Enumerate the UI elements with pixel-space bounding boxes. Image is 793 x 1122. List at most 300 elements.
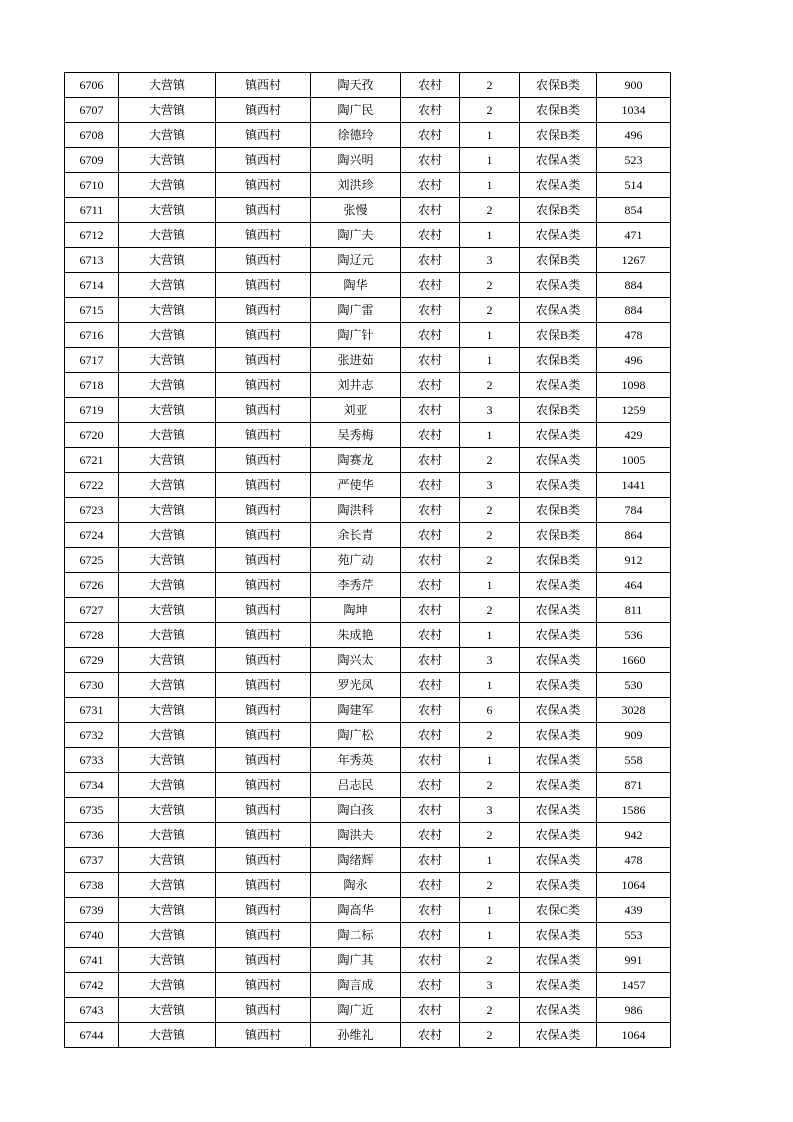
cell-person_name: 陶辽元 [311,248,401,273]
cell-id: 6710 [65,173,119,198]
cell-id: 6706 [65,73,119,98]
cell-insurance_category: 农保C类 [520,898,597,923]
cell-insurance_category: 农保B类 [520,523,597,548]
cell-village: 镇西村 [216,673,311,698]
cell-household_count: 3 [460,473,520,498]
cell-person_name: 陶兴太 [311,648,401,673]
cell-person_name: 严使华 [311,473,401,498]
cell-residence_type: 农村 [401,573,460,598]
cell-person_name: 陶洪夫 [311,823,401,848]
cell-insurance_category: 农保B类 [520,548,597,573]
cell-village: 镇西村 [216,323,311,348]
cell-village: 镇西村 [216,973,311,998]
cell-insurance_category: 农保A类 [520,473,597,498]
table-row [65,873,671,898]
cell-person_name: 陶永 [311,873,401,898]
cell-insurance_category: 农保A类 [520,148,597,173]
cell-household_count: 3 [460,973,520,998]
cell-village: 镇西村 [216,573,311,598]
cell-town: 大营镇 [119,473,216,498]
cell-residence_type: 农村 [401,648,460,673]
table-row [65,748,671,773]
cell-amount: 1267 [597,248,671,273]
cell-residence_type: 农村 [401,873,460,898]
cell-insurance_category: 农保A类 [520,423,597,448]
cell-household_count: 2 [460,498,520,523]
cell-residence_type: 农村 [401,98,460,123]
cell-town: 大营镇 [119,873,216,898]
cell-id: 6733 [65,748,119,773]
cell-insurance_category: 农保A类 [520,773,597,798]
cell-village: 镇西村 [216,298,311,323]
cell-village: 镇西村 [216,1023,311,1048]
cell-town: 大营镇 [119,198,216,223]
cell-town: 大营镇 [119,773,216,798]
table-row [65,898,671,923]
cell-residence_type: 农村 [401,723,460,748]
cell-insurance_category: 农保A类 [520,798,597,823]
table-row [65,273,671,298]
cell-amount: 478 [597,848,671,873]
cell-id: 6737 [65,848,119,873]
cell-person_name: 张慢 [311,198,401,223]
table-row [65,348,671,373]
cell-town: 大营镇 [119,523,216,548]
cell-insurance_category: 农保A类 [520,823,597,848]
cell-person_name: 陶建军 [311,698,401,723]
cell-id: 6735 [65,798,119,823]
cell-person_name: 罗光凤 [311,673,401,698]
cell-insurance_category: 农保A类 [520,373,597,398]
cell-residence_type: 农村 [401,473,460,498]
cell-id: 6713 [65,248,119,273]
cell-amount: 496 [597,123,671,148]
cell-residence_type: 农村 [401,598,460,623]
cell-household_count: 2 [460,873,520,898]
cell-household_count: 1 [460,348,520,373]
cell-amount: 1259 [597,398,671,423]
cell-person_name: 吕志民 [311,773,401,798]
cell-household_count: 2 [460,298,520,323]
cell-town: 大营镇 [119,973,216,998]
cell-village: 镇西村 [216,598,311,623]
cell-id: 6734 [65,773,119,798]
cell-amount: 884 [597,273,671,298]
cell-residence_type: 农村 [401,348,460,373]
cell-town: 大营镇 [119,573,216,598]
cell-id: 6732 [65,723,119,748]
cell-village: 镇西村 [216,648,311,673]
cell-town: 大营镇 [119,723,216,748]
cell-household_count: 1 [460,623,520,648]
cell-village: 镇西村 [216,848,311,873]
table-row [65,398,671,423]
cell-amount: 553 [597,923,671,948]
cell-insurance_category: 农保A类 [520,298,597,323]
cell-id: 6714 [65,273,119,298]
cell-household_count: 3 [460,648,520,673]
cell-amount: 536 [597,623,671,648]
cell-id: 6744 [65,1023,119,1048]
table-row [65,773,671,798]
table-row [65,423,671,448]
cell-town: 大营镇 [119,448,216,473]
cell-residence_type: 农村 [401,123,460,148]
cell-id: 6727 [65,598,119,623]
table-row [65,223,671,248]
cell-id: 6741 [65,948,119,973]
cell-household_count: 1 [460,148,520,173]
cell-person_name: 陶赛龙 [311,448,401,473]
cell-household_count: 1 [460,573,520,598]
cell-town: 大营镇 [119,173,216,198]
cell-residence_type: 农村 [401,273,460,298]
table-row [65,523,671,548]
cell-amount: 1441 [597,473,671,498]
cell-residence_type: 农村 [401,798,460,823]
cell-person_name: 刘洪珍 [311,173,401,198]
cell-residence_type: 农村 [401,398,460,423]
cell-insurance_category: 农保A类 [520,673,597,698]
cell-amount: 986 [597,998,671,1023]
cell-town: 大营镇 [119,598,216,623]
cell-residence_type: 农村 [401,673,460,698]
cell-insurance_category: 农保B类 [520,348,597,373]
cell-village: 镇西村 [216,823,311,848]
cell-town: 大营镇 [119,98,216,123]
cell-household_count: 3 [460,248,520,273]
table-row [65,448,671,473]
cell-id: 6728 [65,623,119,648]
cell-id: 6708 [65,123,119,148]
cell-village: 镇西村 [216,773,311,798]
cell-town: 大营镇 [119,623,216,648]
cell-town: 大营镇 [119,923,216,948]
cell-person_name: 陶华 [311,273,401,298]
cell-residence_type: 农村 [401,248,460,273]
cell-insurance_category: 农保A类 [520,623,597,648]
cell-insurance_category: 农保A类 [520,648,597,673]
cell-insurance_category: 农保A类 [520,973,597,998]
cell-household_count: 2 [460,723,520,748]
cell-person_name: 陶坤 [311,598,401,623]
cell-amount: 1586 [597,798,671,823]
table-row [65,623,671,648]
cell-id: 6743 [65,998,119,1023]
cell-insurance_category: 农保B类 [520,98,597,123]
cell-residence_type: 农村 [401,698,460,723]
cell-id: 6711 [65,198,119,223]
cell-household_count: 1 [460,223,520,248]
cell-amount: 811 [597,598,671,623]
table-row [65,648,671,673]
cell-id: 6717 [65,348,119,373]
cell-household_count: 1 [460,898,520,923]
cell-insurance_category: 农保B类 [520,123,597,148]
cell-residence_type: 农村 [401,848,460,873]
cell-village: 镇西村 [216,698,311,723]
cell-village: 镇西村 [216,373,311,398]
cell-village: 镇西村 [216,423,311,448]
cell-amount: 429 [597,423,671,448]
cell-residence_type: 农村 [401,498,460,523]
cell-amount: 1098 [597,373,671,398]
cell-village: 镇西村 [216,448,311,473]
cell-household_count: 2 [460,198,520,223]
cell-amount: 1457 [597,973,671,998]
table-row [65,473,671,498]
cell-id: 6736 [65,823,119,848]
table-row [65,198,671,223]
cell-residence_type: 农村 [401,1023,460,1048]
cell-town: 大营镇 [119,998,216,1023]
cell-town: 大营镇 [119,1023,216,1048]
cell-id: 6721 [65,448,119,473]
cell-village: 镇西村 [216,123,311,148]
cell-residence_type: 农村 [401,948,460,973]
cell-insurance_category: 农保A类 [520,998,597,1023]
cell-household_count: 2 [460,998,520,1023]
table-row [65,373,671,398]
cell-insurance_category: 农保B类 [520,323,597,348]
table-row [65,173,671,198]
cell-household_count: 2 [460,448,520,473]
cell-id: 6738 [65,873,119,898]
cell-insurance_category: 农保A类 [520,948,597,973]
cell-village: 镇西村 [216,748,311,773]
cell-town: 大营镇 [119,123,216,148]
cell-id: 6712 [65,223,119,248]
cell-town: 大营镇 [119,398,216,423]
cell-residence_type: 农村 [401,198,460,223]
table-row [65,298,671,323]
cell-household_count: 2 [460,948,520,973]
table-row [65,698,671,723]
table-sheet [64,72,671,1048]
cell-id: 6723 [65,498,119,523]
cell-town: 大营镇 [119,848,216,873]
table-row [65,598,671,623]
table-row [65,923,671,948]
cell-person_name: 刘亚 [311,398,401,423]
cell-amount: 514 [597,173,671,198]
table-row [65,673,671,698]
cell-household_count: 2 [460,523,520,548]
cell-person_name: 陶广近 [311,998,401,1023]
table-row [65,323,671,348]
cell-insurance_category: 农保A类 [520,923,597,948]
cell-insurance_category: 农保A类 [520,698,597,723]
cell-residence_type: 农村 [401,373,460,398]
cell-person_name: 吴秀梅 [311,423,401,448]
cell-village: 镇西村 [216,898,311,923]
cell-household_count: 1 [460,123,520,148]
cell-household_count: 2 [460,548,520,573]
table-row [65,548,671,573]
cell-town: 大营镇 [119,823,216,848]
cell-person_name: 陶广针 [311,323,401,348]
cell-town: 大营镇 [119,673,216,698]
cell-person_name: 孙维礼 [311,1023,401,1048]
cell-town: 大营镇 [119,373,216,398]
cell-residence_type: 农村 [401,773,460,798]
cell-id: 6720 [65,423,119,448]
cell-amount: 530 [597,673,671,698]
cell-insurance_category: 农保A类 [520,873,597,898]
cell-amount: 3028 [597,698,671,723]
cell-household_count: 2 [460,73,520,98]
cell-amount: 900 [597,73,671,98]
cell-residence_type: 农村 [401,898,460,923]
cell-town: 大营镇 [119,498,216,523]
table-row [65,98,671,123]
cell-residence_type: 农村 [401,223,460,248]
cell-town: 大营镇 [119,648,216,673]
cell-residence_type: 农村 [401,823,460,848]
cell-town: 大营镇 [119,423,216,448]
cell-amount: 942 [597,823,671,848]
cell-insurance_category: 农保A类 [520,273,597,298]
cell-id: 6726 [65,573,119,598]
cell-village: 镇西村 [216,523,311,548]
cell-id: 6716 [65,323,119,348]
cell-amount: 1660 [597,648,671,673]
cell-town: 大营镇 [119,548,216,573]
cell-village: 镇西村 [216,398,311,423]
cell-household_count: 1 [460,923,520,948]
cell-residence_type: 农村 [401,173,460,198]
table-row [65,498,671,523]
cell-residence_type: 农村 [401,323,460,348]
cell-village: 镇西村 [216,548,311,573]
cell-amount: 912 [597,548,671,573]
cell-village: 镇西村 [216,498,311,523]
cell-household_count: 1 [460,673,520,698]
cell-village: 镇西村 [216,798,311,823]
table-row [65,123,671,148]
cell-id: 6725 [65,548,119,573]
cell-household_count: 2 [460,273,520,298]
cell-household_count: 2 [460,1023,520,1048]
cell-residence_type: 农村 [401,973,460,998]
cell-town: 大营镇 [119,948,216,973]
cell-person_name: 徐德玲 [311,123,401,148]
cell-person_name: 张进茹 [311,348,401,373]
cell-household_count: 1 [460,173,520,198]
cell-id: 6718 [65,373,119,398]
cell-person_name: 李秀芹 [311,573,401,598]
cell-amount: 478 [597,323,671,348]
table-row [65,1023,671,1048]
table-row [65,723,671,748]
cell-town: 大营镇 [119,698,216,723]
cell-amount: 471 [597,223,671,248]
cell-person_name: 苑广动 [311,548,401,573]
cell-residence_type: 农村 [401,148,460,173]
cell-amount: 871 [597,773,671,798]
cell-village: 镇西村 [216,148,311,173]
cell-amount: 1064 [597,1023,671,1048]
cell-town: 大营镇 [119,148,216,173]
cell-insurance_category: 农保A类 [520,573,597,598]
cell-village: 镇西村 [216,98,311,123]
records-table [64,72,671,1048]
cell-household_count: 2 [460,773,520,798]
cell-person_name: 陶天孜 [311,73,401,98]
table-row [65,73,671,98]
cell-village: 镇西村 [216,173,311,198]
cell-amount: 1005 [597,448,671,473]
cell-person_name: 陶兴明 [311,148,401,173]
cell-person_name: 刘井志 [311,373,401,398]
cell-residence_type: 农村 [401,748,460,773]
cell-id: 6731 [65,698,119,723]
cell-insurance_category: 农保A类 [520,173,597,198]
cell-town: 大营镇 [119,798,216,823]
cell-residence_type: 农村 [401,998,460,1023]
cell-village: 镇西村 [216,223,311,248]
cell-household_count: 3 [460,798,520,823]
cell-amount: 909 [597,723,671,748]
cell-insurance_category: 农保B类 [520,73,597,98]
cell-town: 大营镇 [119,898,216,923]
cell-village: 镇西村 [216,248,311,273]
cell-household_count: 1 [460,423,520,448]
cell-village: 镇西村 [216,873,311,898]
cell-id: 6719 [65,398,119,423]
cell-insurance_category: 农保B类 [520,498,597,523]
cell-id: 6709 [65,148,119,173]
table-row [65,248,671,273]
cell-household_count: 2 [460,823,520,848]
cell-insurance_category: 农保B类 [520,198,597,223]
cell-amount: 1064 [597,873,671,898]
cell-amount: 864 [597,523,671,548]
cell-town: 大营镇 [119,298,216,323]
cell-household_count: 3 [460,398,520,423]
cell-village: 镇西村 [216,198,311,223]
cell-person_name: 陶广其 [311,948,401,973]
cell-insurance_category: 农保A类 [520,723,597,748]
cell-person_name: 陶高华 [311,898,401,923]
cell-village: 镇西村 [216,723,311,748]
cell-residence_type: 农村 [401,623,460,648]
cell-person_name: 陶绪辉 [311,848,401,873]
cell-town: 大营镇 [119,273,216,298]
cell-town: 大营镇 [119,73,216,98]
cell-id: 6742 [65,973,119,998]
cell-amount: 439 [597,898,671,923]
cell-household_count: 1 [460,848,520,873]
cell-person_name: 陶广松 [311,723,401,748]
cell-person_name: 朱成艳 [311,623,401,648]
table-row [65,948,671,973]
cell-person_name: 年秀英 [311,748,401,773]
cell-insurance_category: 农保B类 [520,248,597,273]
table-row [65,823,671,848]
cell-person_name: 陶广雷 [311,298,401,323]
cell-person_name: 陶广夫 [311,223,401,248]
cell-person_name: 陶白孩 [311,798,401,823]
cell-village: 镇西村 [216,998,311,1023]
cell-insurance_category: 农保A类 [520,223,597,248]
cell-person_name: 陶言成 [311,973,401,998]
cell-residence_type: 农村 [401,923,460,948]
cell-person_name: 余长青 [311,523,401,548]
table-row [65,148,671,173]
cell-insurance_category: 农保B类 [520,398,597,423]
table-row [65,848,671,873]
